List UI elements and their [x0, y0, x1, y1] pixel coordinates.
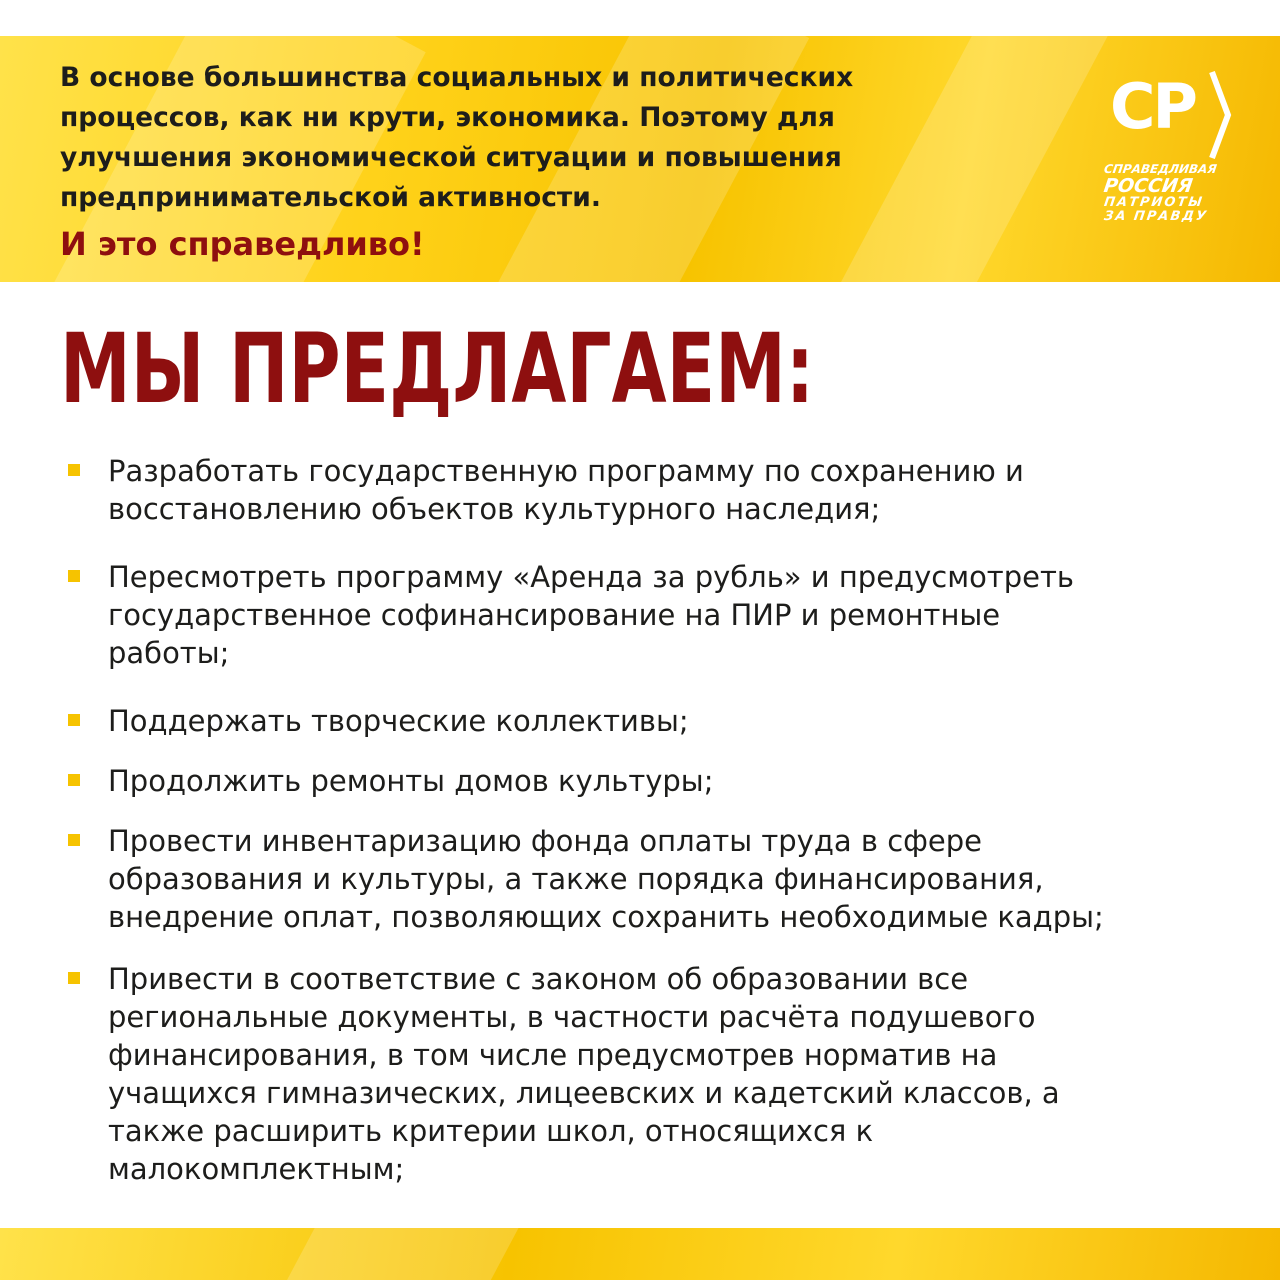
intro-line: предпринимательской активности. — [60, 182, 601, 213]
list-item-line: образования и культуры, а также порядка финансирования, — [108, 862, 1044, 896]
list-item — [68, 822, 1248, 936]
list-item-line: Продолжить ремонты домов культуры; — [108, 764, 714, 798]
list-item-text — [108, 960, 1248, 1188]
list-item-line: Поддержать творческие коллективы; — [108, 704, 689, 738]
list-item-line: Привести в соответствие с законом об образовании все — [108, 962, 969, 996]
intro-text — [60, 58, 940, 218]
list-item-line: региональные документы, в частности расчёта подушевого — [108, 1000, 1036, 1034]
intro-line: улучшения экономической ситуации и повышения — [60, 142, 842, 173]
list-item-text — [108, 822, 1248, 936]
bullet-icon — [68, 774, 80, 786]
list-item-text — [108, 702, 1248, 740]
logo-wordmark — [1104, 162, 1240, 224]
list-item — [68, 960, 1248, 1188]
proposals-list — [68, 452, 1248, 1188]
logo-line: СПРАВЕДЛИВАЯ — [1103, 162, 1218, 176]
logo-mark: СР — [1110, 70, 1195, 143]
list-item — [68, 452, 1248, 528]
list-item-text — [108, 762, 1248, 800]
logo-line: ЗА ПРАВДУ — [1103, 209, 1209, 224]
page-title: МЫ ПРЕДЛАГАЕМ: — [60, 313, 815, 425]
bullet-icon — [68, 464, 80, 476]
banner-sheen — [240, 1228, 540, 1280]
bottom-yellow-band — [0, 1228, 1280, 1280]
list-item-line: восстановлению объектов культурного наследия; — [108, 492, 881, 526]
list-item-line: Провести инвентаризацию фонда оплаты труда в сфере — [108, 824, 983, 858]
top-white-band — [0, 0, 1280, 36]
logo-line: ПАТРИОТЫ — [1103, 195, 1205, 210]
intro-line: В основе большинства социальных и политических — [60, 62, 854, 93]
bullet-icon — [68, 834, 80, 846]
list-item-line: работы; — [108, 636, 230, 670]
slogan: И это справедливо! — [60, 225, 425, 263]
bullet-icon — [68, 972, 80, 984]
list-item-text — [108, 558, 1248, 672]
list-item-line: Пересмотреть программу «Аренда за рубль» и предусмотреть — [108, 560, 1074, 594]
bullet-icon — [68, 570, 80, 582]
bullet-icon — [68, 714, 80, 726]
party-logo — [1102, 70, 1238, 250]
list-item-text — [108, 452, 1248, 528]
list-item-line: учащихся гимназических, лицеевских и кадетский классов, а — [108, 1076, 1060, 1110]
logo-line: РОССИЯ — [1102, 175, 1195, 197]
list-item-line: финансирования, в том числе предусмотрев норматив на — [108, 1038, 998, 1072]
list-item-line: государственное софинансирование на ПИР и ремонтные — [108, 598, 1001, 632]
logo-bracket-icon — [1208, 70, 1234, 160]
list-item-line: малокомплектным; — [108, 1152, 405, 1186]
header-banner — [0, 36, 1280, 282]
list-item — [68, 762, 1248, 800]
list-item-line: также расширить критерии школ, относящихся к — [108, 1114, 874, 1148]
intro-line: процессов, как ни крути, экономика. Поэтому для — [60, 102, 835, 133]
list-item — [68, 702, 1248, 740]
list-item — [68, 558, 1248, 672]
list-item-line: внедрение оплат, позволяющих сохранить необходимые кадры; — [108, 900, 1104, 934]
list-item-line: Разработать государственную программу по сохранению и — [108, 454, 1024, 488]
